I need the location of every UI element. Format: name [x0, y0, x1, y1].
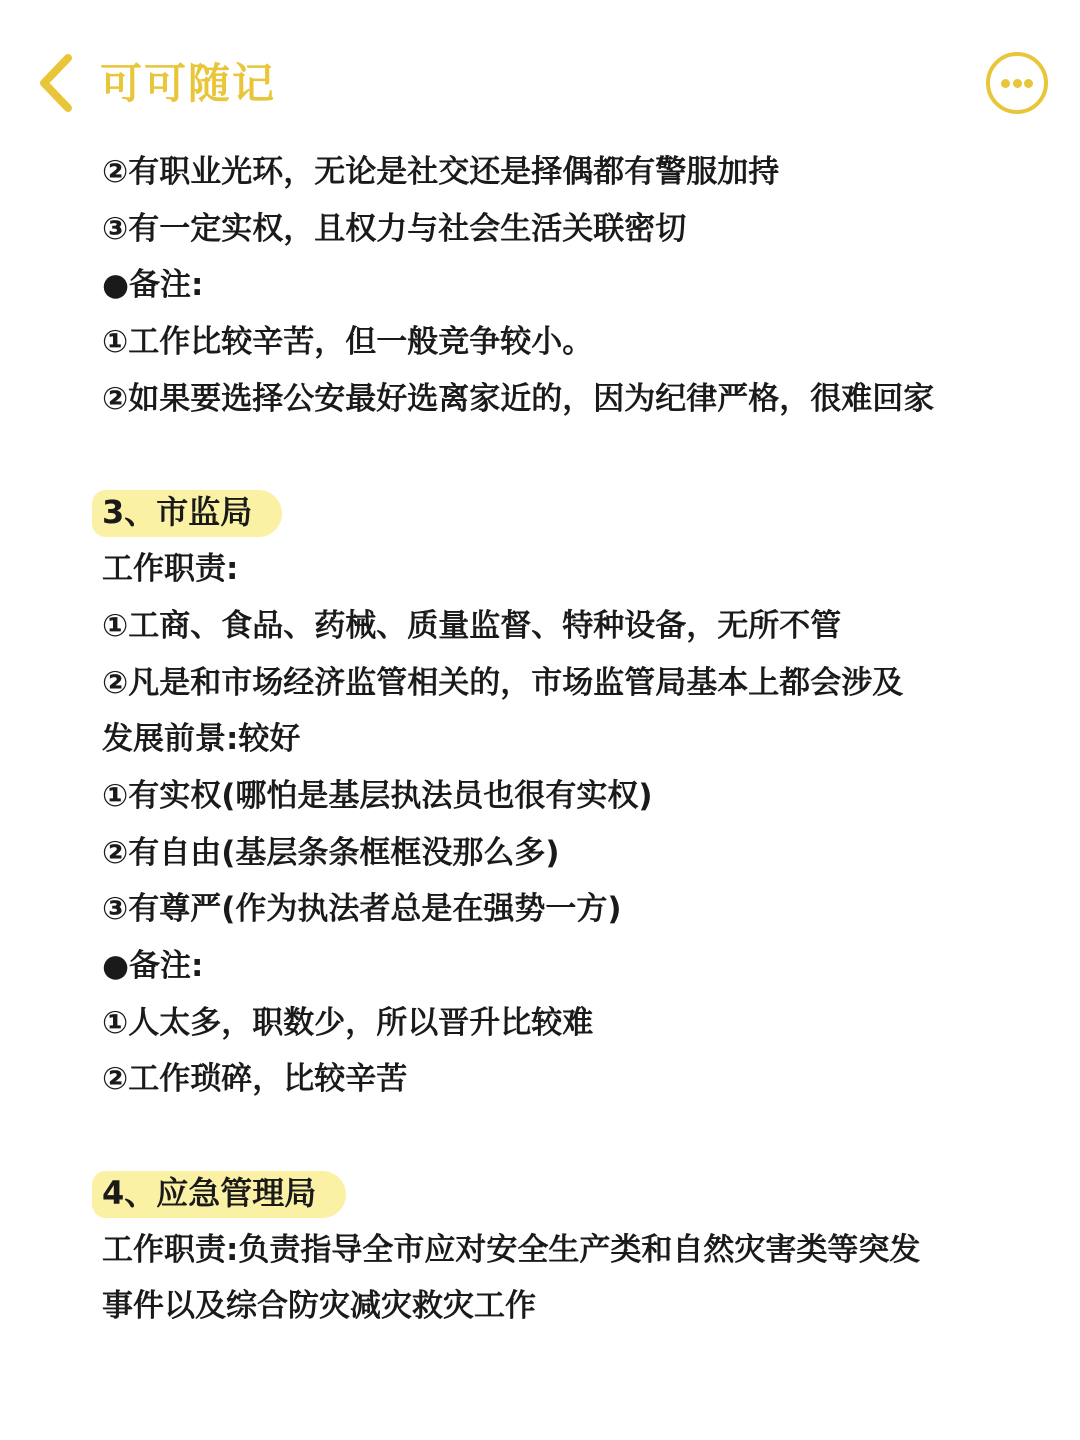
top-bar: [0, 0, 1080, 140]
section-spacer: [102, 427, 1002, 484]
back-button[interactable]: [30, 50, 82, 116]
section-heading: 3、市监局: [102, 484, 282, 541]
note-text-line: ②有职业光环，无论是社交还是择偶都有警服加持: [102, 154, 780, 190]
more-horizontal-icon: [1024, 79, 1033, 88]
note-text-line: ①有实权(哪怕是基层执法员也很有实权): [102, 777, 653, 814]
note-text-line: ③有尊严(作为执法者总是在强势一方): [102, 891, 622, 928]
note-text-line: 工作职责:负责指导全市应对安全生产类和自然灾害类等突发: [102, 1231, 921, 1268]
section-heading-row: [102, 1165, 1002, 1222]
note-text-line: ●备注:: [102, 267, 204, 304]
section-heading: 4、应急管理局: [102, 1165, 346, 1222]
note-text-line: ②有自由(基层条条框框没那么多): [102, 834, 560, 871]
note-text-line: ①工商、食品、药械、质量监督、特种设备，无所不管: [102, 607, 842, 644]
note-text-line: ③有一定实权，且权力与社会生活关联密切: [102, 210, 687, 247]
note-text-line: 事件以及综合防灾减灾救灾工作: [102, 1288, 536, 1325]
more-horizontal-icon: [1013, 79, 1022, 88]
note-text-line: ①人太多，职数少，所以晋升比较难: [102, 1004, 594, 1041]
note-text-line: 工作职责:: [102, 551, 239, 588]
note-text-line: 发展前景:较好: [102, 721, 301, 758]
app-title: 可可随记: [100, 59, 277, 108]
more-button[interactable]: [986, 52, 1048, 114]
note-text-line: ①工作比较辛苦，但一般竞争较小。: [102, 324, 594, 361]
note-text-line: ②如果要选择公安最好选离家近的，因为纪律严格，很难回家: [102, 380, 935, 417]
chevron-left-icon: [30, 50, 82, 116]
section-spacer: [102, 1108, 1002, 1165]
section-heading-row: [102, 484, 1002, 541]
note-content: [102, 144, 1002, 1335]
note-text-line: ②凡是和市场经济监管相关的，市场监管局基本上都会涉及: [102, 664, 904, 701]
note-text-line: ②工作琐碎，比较辛苦: [102, 1061, 408, 1098]
more-horizontal-icon: [1001, 79, 1010, 88]
note-text-line: ●备注:: [102, 947, 204, 984]
